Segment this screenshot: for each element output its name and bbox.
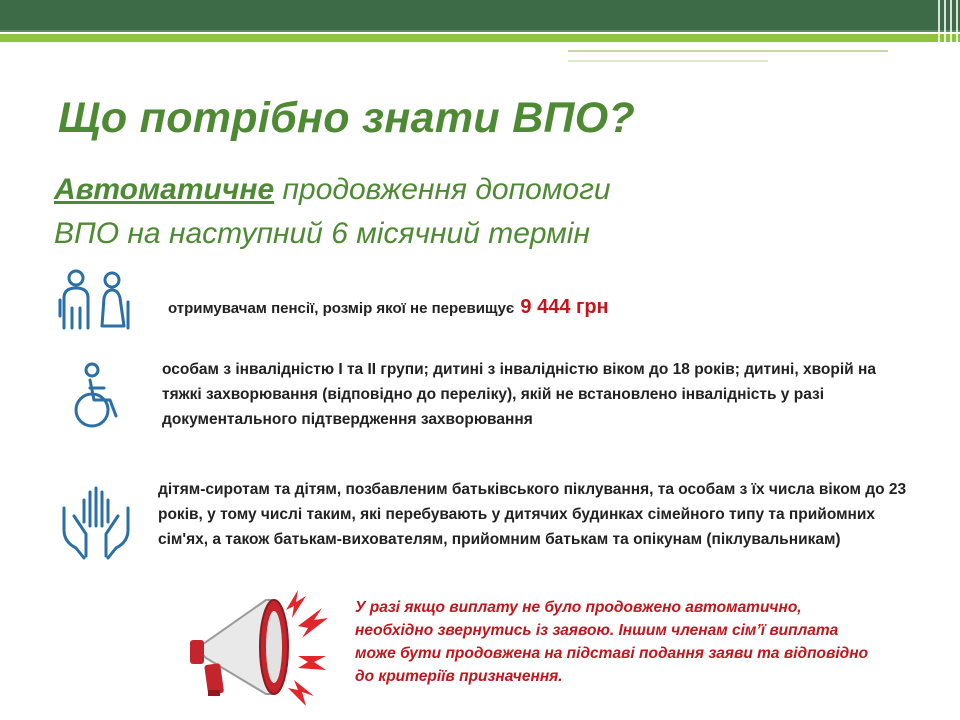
note-line-4: до критеріїв призначення. bbox=[355, 668, 563, 685]
wheelchair-icon bbox=[62, 360, 128, 432]
subtitle-line1: продовження допомоги bbox=[274, 173, 611, 206]
header-accent-line bbox=[0, 34, 960, 42]
pension-label: отримувачам пенсії, розмір якої не перевищує bbox=[168, 300, 515, 317]
header-bar bbox=[0, 0, 960, 32]
header-stripes bbox=[934, 0, 960, 42]
note-line-1: У разі якщо виплату не було продовжено автоматично, bbox=[355, 599, 802, 616]
subtitle-emphasis: Автоматичне bbox=[54, 173, 275, 206]
caring-hands-icon bbox=[58, 486, 134, 560]
decor-line bbox=[568, 50, 888, 52]
item-disability-text: особам з інвалідністю І та ІІ групи; дитині з інвалідністю віком до 18 років; дитині, хворій на тяжкі захворювання (відповідно до переліку), якій не встановлено інвалідність у разі документального підтвердження захворювання bbox=[162, 361, 876, 428]
decor-line-2 bbox=[568, 60, 768, 62]
subtitle-line2: ВПО на наступний 6 місячний термін bbox=[54, 217, 590, 250]
item-orphans-text: дітям-сиротам та дітям, позбавленим батьківського піклування, та особам з їх числа віком до 23 років, у тому числі таким, які перебувають у дитячих будинках сімейного типу та прийомних сім'ях, а також батькам-вихователям, прийомним батькам та опікунам (піклувальникам) bbox=[158, 481, 907, 548]
elderly-couple-icon bbox=[52, 268, 136, 334]
slide-title: Що потрібно знати ВПО? bbox=[58, 94, 636, 142]
note-line-2: необхідно звернутись із заявою. Іншим членам сім’ї виплата bbox=[355, 622, 839, 639]
note-line-3: може бути продовжена на підставі подання заяви та відповідно bbox=[355, 645, 869, 662]
pension-amount: 9 444 грн bbox=[520, 296, 609, 318]
slide-subtitle bbox=[54, 168, 774, 256]
auto-extension-note bbox=[355, 596, 955, 688]
megaphone-icon bbox=[186, 586, 336, 710]
item-pension-text bbox=[168, 296, 609, 319]
